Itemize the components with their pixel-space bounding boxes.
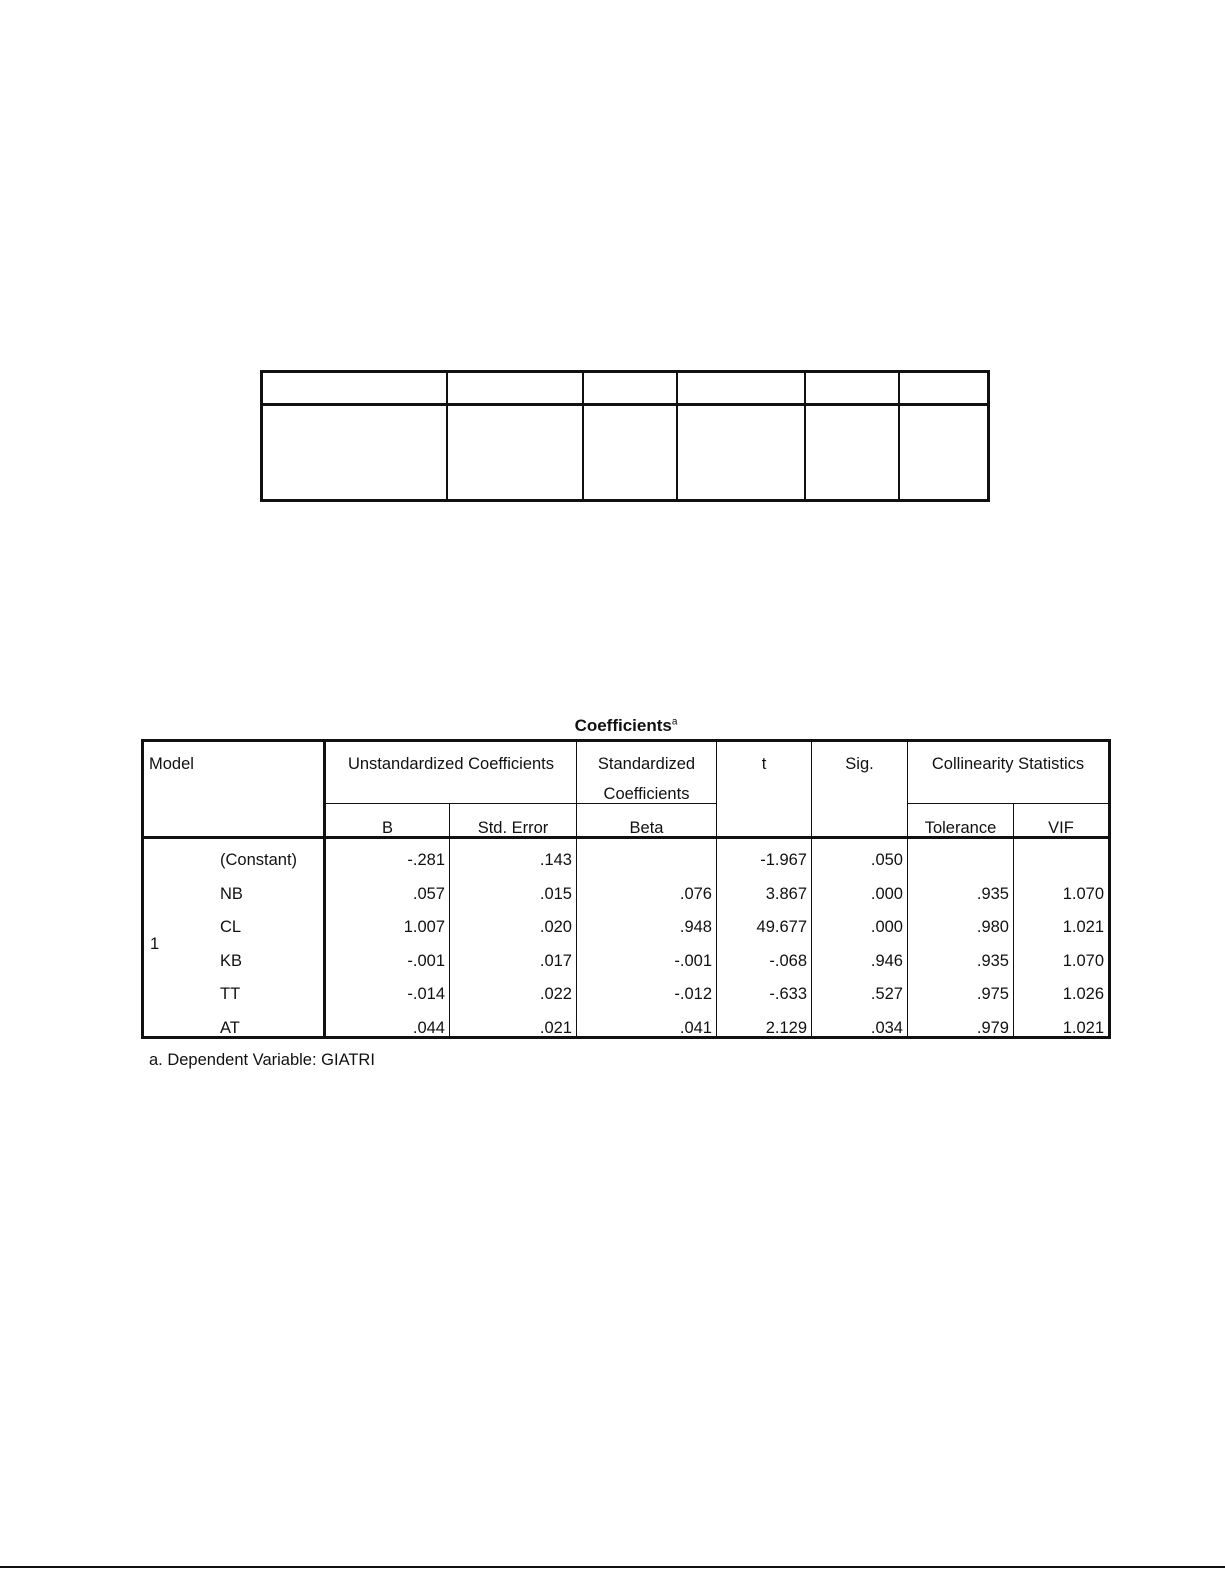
cell-std-error: .022	[539, 985, 572, 1003]
cell-vif: 1.070	[1062, 884, 1104, 903]
cell-t: 2.129	[765, 1018, 807, 1037]
cell-vif: 1.021	[1062, 1018, 1104, 1037]
header-sub-rule	[907, 803, 1108, 804]
footnote: a. Dependent Variable: GIATRI	[149, 1051, 375, 1069]
empty-table	[260, 370, 990, 502]
cell-sig: .000	[870, 918, 903, 936]
cell-sig: .000	[870, 884, 903, 903]
row-variable: NB	[220, 884, 243, 903]
cell-tolerance: .979	[976, 1018, 1009, 1037]
cell-tolerance: .980	[976, 918, 1009, 936]
cell-vif: 1.070	[1062, 951, 1104, 970]
page-bottom-rule	[0, 1566, 1225, 1568]
row-variable: AT	[220, 1018, 240, 1037]
cell-beta: .076	[679, 884, 712, 903]
header-vif: VIF	[1048, 819, 1074, 837]
row-variable: KB	[220, 951, 243, 970]
cell-t: 49.677	[756, 918, 807, 936]
coefficients-title-marker: a	[671, 716, 678, 728]
cell-beta: .948	[679, 918, 712, 936]
header-collinearity: Collinearity Statistics	[931, 755, 1085, 773]
empty-table-col-divider	[804, 373, 806, 499]
empty-table-header-rule	[263, 403, 987, 406]
cell-t: -1.967	[760, 851, 807, 869]
header-tolerance: Tolerance	[924, 819, 997, 837]
cell-sig: .527	[870, 985, 903, 1003]
cell-beta: .041	[679, 1018, 712, 1037]
cell-sig: .050	[870, 851, 903, 869]
header-unstandardized: Unstandardized Coefficients	[347, 755, 555, 773]
coefficients-title	[140, 716, 1112, 736]
header-b: B	[381, 819, 393, 837]
header-beta: Beta	[629, 819, 664, 837]
cell-t: -.068	[769, 951, 807, 970]
cell-t: 3.867	[765, 884, 807, 903]
empty-table-col-divider	[446, 373, 448, 499]
cell-vif: 1.021	[1062, 918, 1104, 936]
coefficients-title-text: Coefficients	[574, 716, 672, 735]
cell-std-error: .015	[539, 884, 572, 903]
empty-table-col-divider	[582, 373, 584, 499]
cell-beta: -.001	[674, 951, 712, 970]
cell-b: .057	[412, 884, 445, 903]
cell-b: -.001	[407, 951, 445, 970]
row-variable: TT	[220, 985, 241, 1003]
cell-sig: .034	[870, 1018, 903, 1037]
cell-b: .044	[412, 1018, 445, 1037]
cell-tolerance: .935	[976, 884, 1009, 903]
model-number: 1	[150, 935, 160, 953]
empty-table-col-divider	[898, 373, 900, 499]
row-variable: CL	[220, 918, 242, 936]
cell-b: -.281	[407, 851, 445, 869]
cell-t: -.633	[769, 985, 807, 1003]
cell-b: 1.007	[403, 918, 445, 936]
cell-sig: .946	[870, 951, 903, 970]
cell-b: -.014	[407, 985, 445, 1003]
cell-std-error: .143	[539, 851, 572, 869]
header-model: Model	[149, 755, 194, 773]
cell-beta: -.012	[674, 985, 712, 1003]
coefficients-table	[141, 739, 1111, 1039]
header-standardized-line2: Coefficients	[603, 785, 690, 803]
cell-tolerance: .935	[976, 951, 1009, 970]
header-std-error: Std. Error	[477, 819, 549, 837]
cell-tolerance: .975	[976, 985, 1009, 1003]
cell-vif: 1.026	[1062, 985, 1104, 1003]
cell-std-error: .021	[539, 1018, 572, 1037]
header-standardized: Standardized	[597, 755, 696, 773]
header-sig: Sig.	[845, 755, 874, 773]
row-variable: (Constant)	[220, 851, 298, 869]
empty-table-col-divider	[676, 373, 678, 499]
cell-std-error: .020	[539, 918, 572, 936]
cell-std-error: .017	[539, 951, 572, 970]
header-t: t	[761, 755, 767, 773]
